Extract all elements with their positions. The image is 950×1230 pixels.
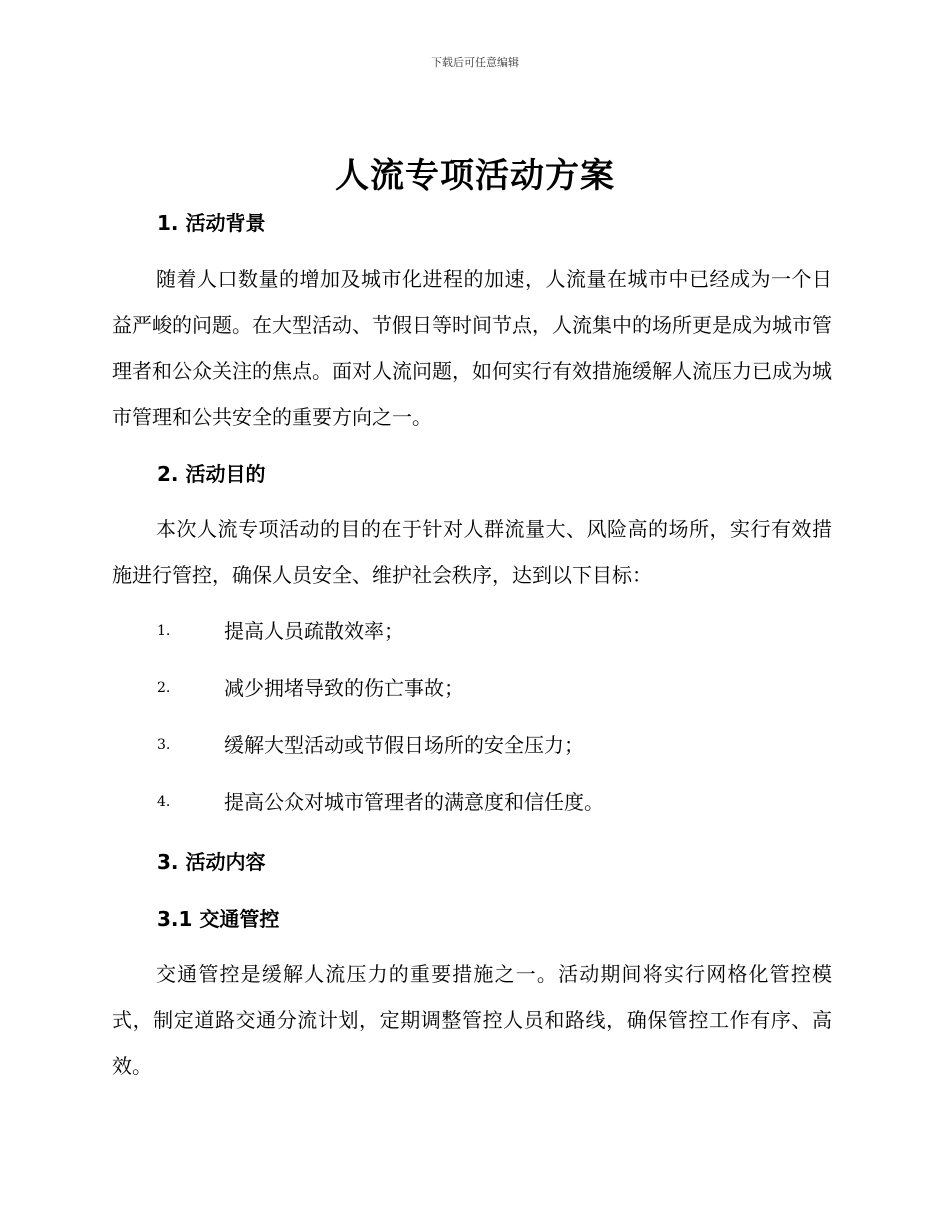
list-item-text: 提高人员疏散效率； [224, 619, 404, 643]
list-item-text: 减少拥堵导致的伤亡事故； [224, 676, 464, 700]
document-title: 人流专项活动方案 [335, 156, 615, 196]
list-item-number: 4. [157, 794, 171, 810]
section-3-1-paragraph: 交通管控是缓解人流压力的重要措施之一。活动期间将实行网格化管控模式，制定道路交通分流计划，定期调整管控人员和路线，确保管控工作有序、高效。 [112, 962, 832, 1078]
section-2-heading: 2. 活动目的 [157, 462, 266, 486]
section-3-heading: 3. 活动内容 [157, 850, 266, 874]
section-3-1-heading: 3.1 交通管控 [157, 907, 280, 931]
list-item-number: 2. [157, 680, 171, 696]
section-1-heading: 1. 活动背景 [157, 211, 266, 235]
list-item-text: 提高公众对城市管理者的满意度和信任度。 [224, 790, 604, 814]
list-item-text: 缓解大型活动或节假日场所的安全压力； [224, 733, 584, 757]
header-note: 下载后可任意编辑 [431, 56, 519, 69]
list-item-number: 3. [157, 737, 171, 753]
section-1-paragraph: 随着人口数量的增加及城市化进程的加速，人流量在城市中已经成为一个日益严峻的问题。在大型活动、节假日等时间节点，人流集中的场所更是成为城市管理者和公众关注的焦点。面对人流问题，如何实行有效措施缓解人流压力已成为城市管理和公共安全的重要方向之一。 [112, 267, 832, 429]
section-2-paragraph: 本次人流专项活动的目的在于针对人群流量大、风险高的场所，实行有效措施进行管控，确保人员安全、维护社会秩序，达到以下目标： [112, 517, 832, 587]
list-item-number: 1. [157, 623, 171, 639]
